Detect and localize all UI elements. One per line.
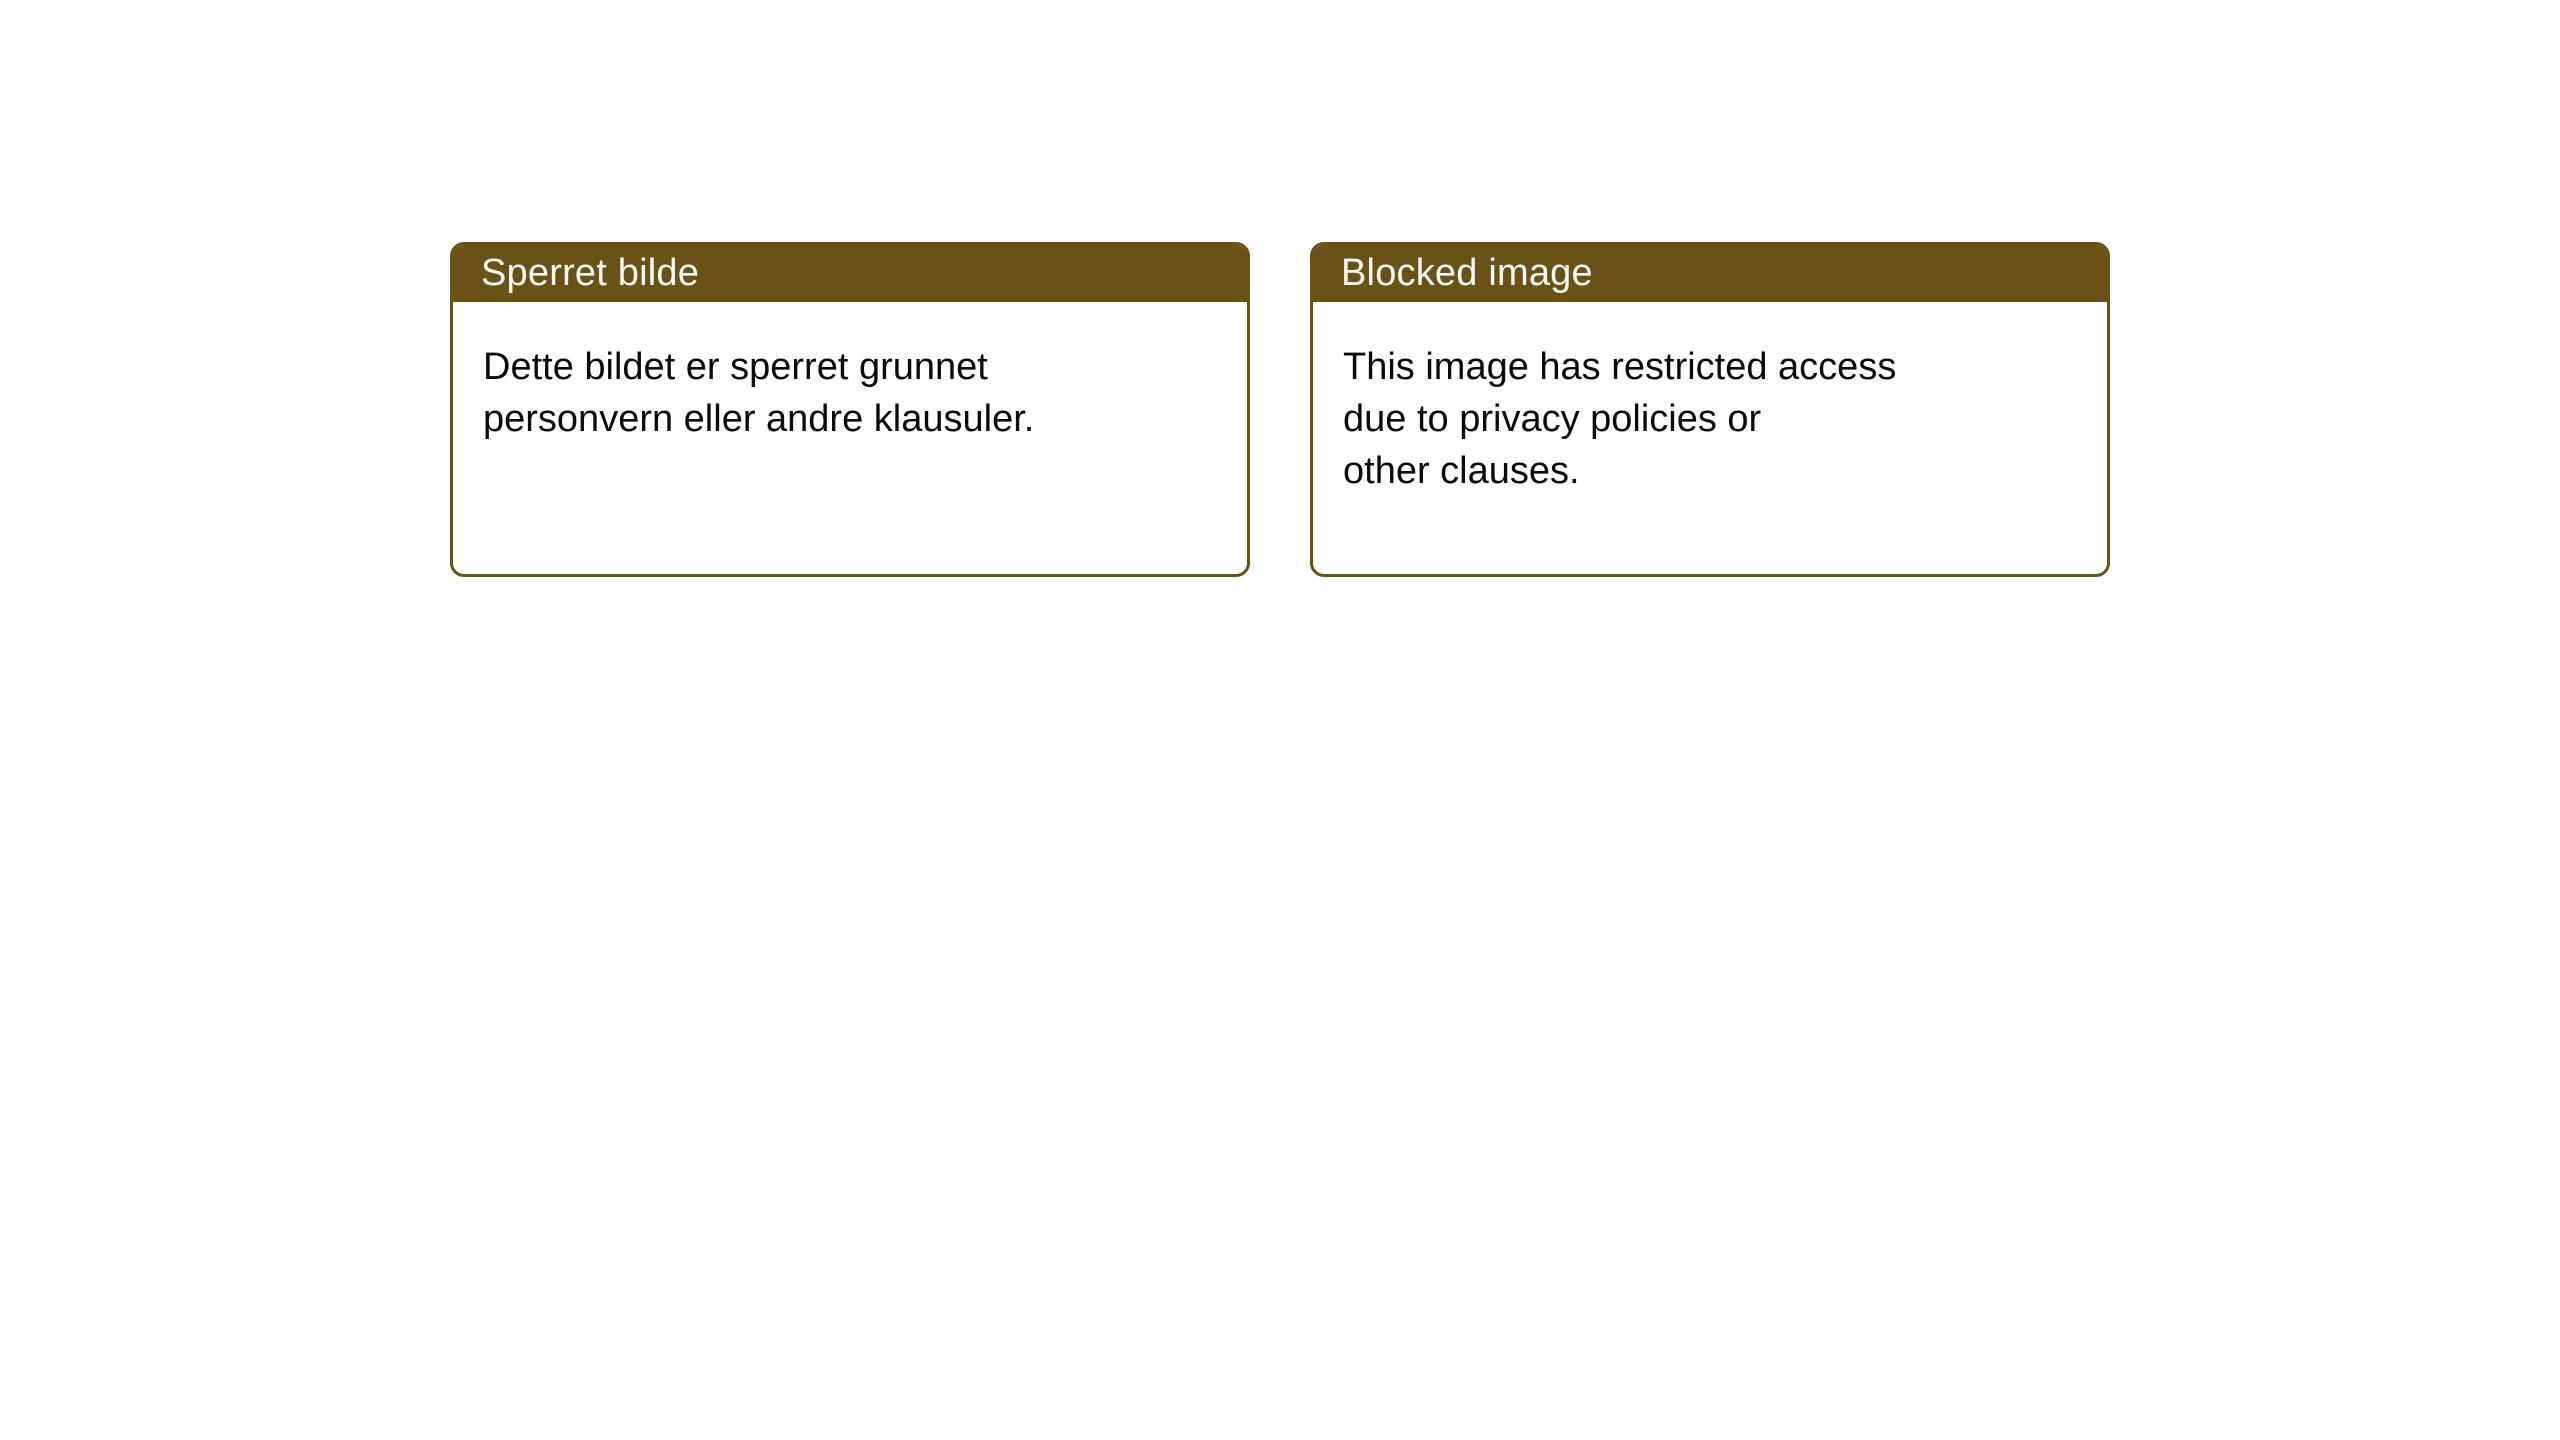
blocked-image-card-message (453, 302, 1247, 445)
blocked-image-card-norwegian (450, 242, 1250, 577)
message-line: other clauses. (1343, 450, 1580, 492)
blocked-image-card-title: Sperret bilde (481, 252, 700, 294)
message-line: This image has restricted access (1343, 346, 1897, 388)
blocked-image-card-english (1310, 242, 2110, 577)
blocked-image-cards-row (450, 242, 2110, 577)
blocked-image-card-header (1313, 245, 2107, 302)
blocked-image-card-title: Blocked image (1341, 252, 1593, 294)
blocked-image-card-header (453, 245, 1247, 302)
message-line: personvern eller andre klausuler. (483, 398, 1035, 440)
blocked-image-card-message (1313, 302, 2107, 497)
message-line: Dette bildet er sperret grunnet (483, 346, 988, 388)
message-line: due to privacy policies or (1343, 398, 1762, 440)
